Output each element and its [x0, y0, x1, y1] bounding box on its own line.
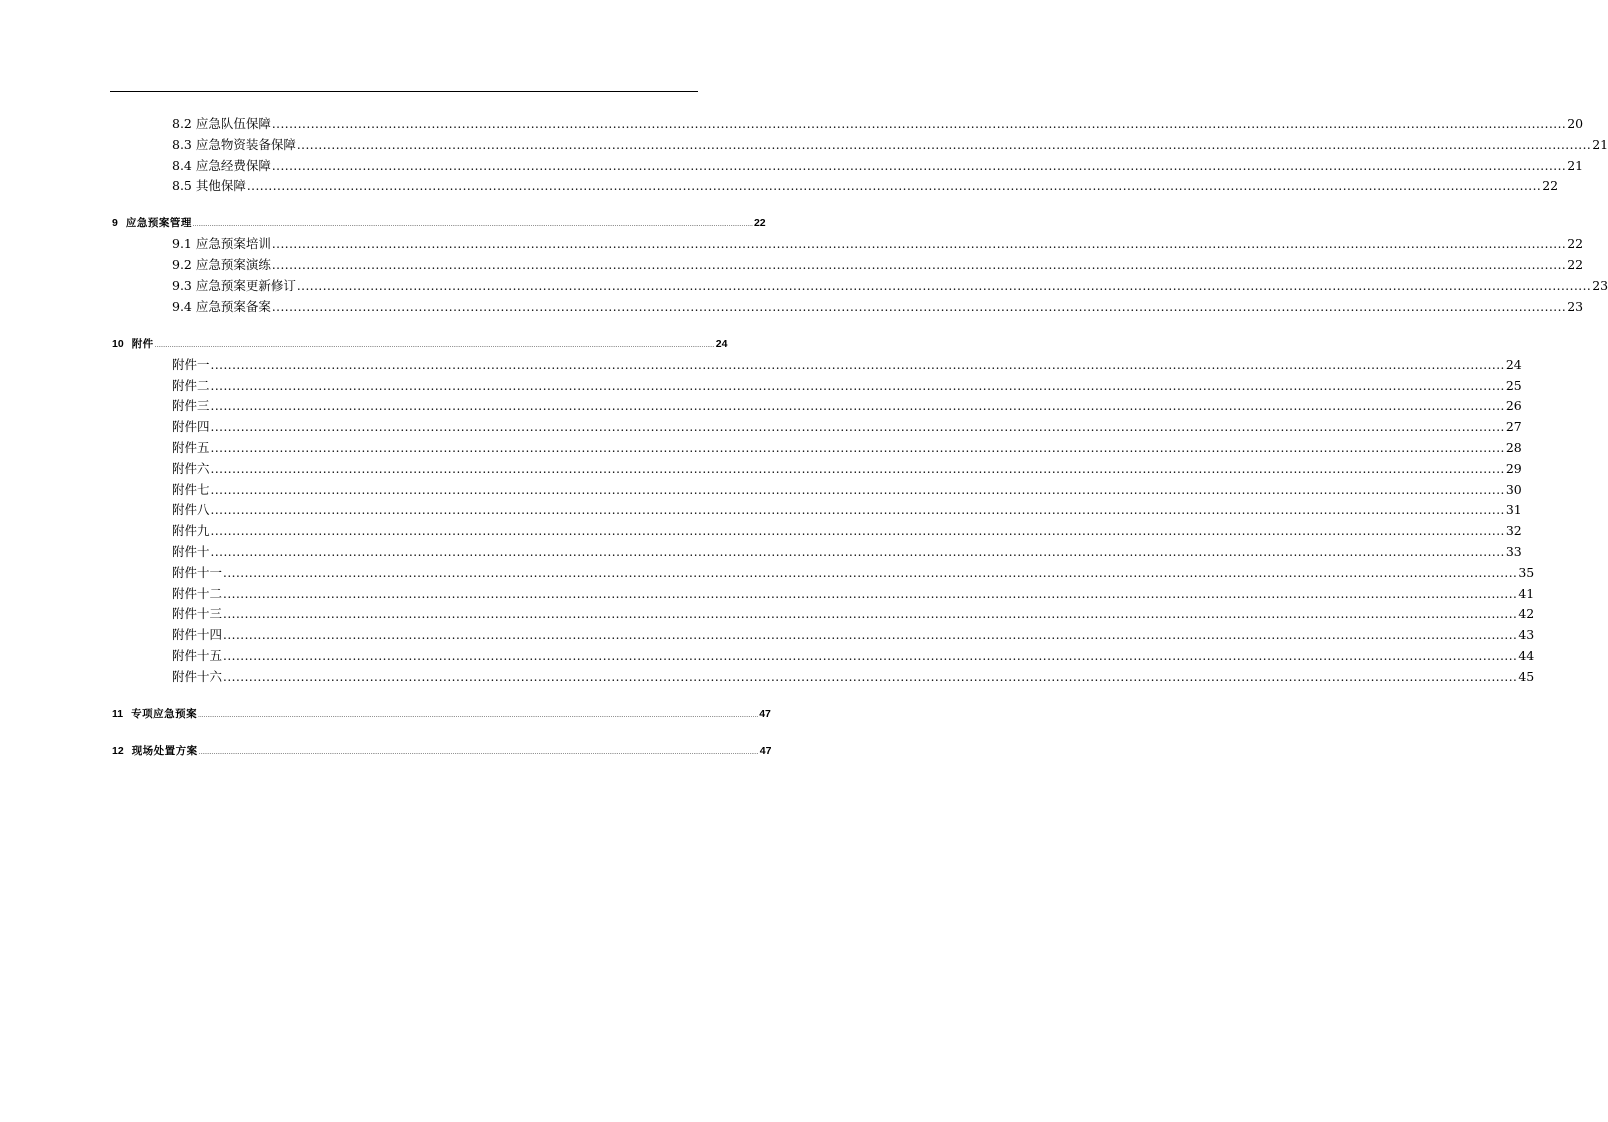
- dot-leader: ............................................................................................................................................................................................................................................................................................................: [210, 441, 1505, 455]
- dot-leader: ............................................................................................................................................................................................................................................................................................................: [210, 399, 1505, 414]
- toc-entry-title: 现场处置方案: [131, 744, 198, 757]
- toc-section-entry[interactable]: [172, 668, 1535, 686]
- dot-leader: ............................................................................................................................................................................................................................................................................................................: [210, 420, 1505, 435]
- toc-entry-title: 附件十: [172, 544, 210, 559]
- toc-entry-title: 应急预案管理: [125, 217, 192, 230]
- toc-entry-page: 35: [1518, 564, 1535, 580]
- toc-entry-page: 30: [1505, 481, 1522, 497]
- toc-entry-title: 附件一: [172, 356, 210, 372]
- toc-entry-title: 附件三: [172, 398, 210, 414]
- toc-entry-title: 附件五: [172, 440, 210, 455]
- toc-section-entry[interactable]: [172, 605, 1535, 623]
- toc-entry-title: 专项应急预案: [131, 707, 198, 720]
- dot-leader: ............................................................................................................................................................................................................................................................................................................: [210, 524, 1505, 539]
- toc-section-entry[interactable]: [172, 377, 1522, 395]
- toc-section-entry[interactable]: [172, 136, 1608, 154]
- dot-leader: ............................................................................................................................................................................................................................................................................................................: [198, 749, 759, 756]
- toc-entry-title: 9.1 应急预案培训: [172, 236, 271, 252]
- dot-leader: ............................................................................................................................................................................................................................................................................................................: [271, 299, 1567, 314]
- toc-entry-page: 22: [1567, 236, 1584, 252]
- toc-section-entry[interactable]: [172, 177, 1559, 195]
- toc-entry-page: 22: [1542, 178, 1559, 194]
- dot-leader: ............................................................................................................................................................................................................................................................................................................: [210, 482, 1505, 497]
- toc-chapter-entry[interactable]: [112, 705, 771, 723]
- toc-entry-page: 41: [1518, 585, 1535, 601]
- toc-entry-title: 附件十三: [172, 606, 223, 622]
- toc-chapter-entry[interactable]: [112, 214, 766, 232]
- toc-section-entry[interactable]: [172, 356, 1522, 374]
- toc-section-entry[interactable]: [172, 460, 1522, 478]
- toc-section-entry[interactable]: [172, 647, 1535, 665]
- header-rule: [110, 91, 698, 92]
- toc-chapter-entry[interactable]: [112, 335, 728, 353]
- dot-leader: ............................................................................................................................................................................................................................................................................................................: [223, 649, 1518, 663]
- toc-entry-title: 8.5 其他保障: [172, 178, 246, 194]
- toc-section-entry[interactable]: [172, 501, 1522, 519]
- toc-entry-title: 9.3 应急预案更新修订: [172, 278, 296, 293]
- toc-entry-title: 附件九: [172, 523, 210, 539]
- toc-entry-page: 22: [1567, 257, 1584, 273]
- toc-entry-page: 22: [753, 217, 766, 230]
- toc-entry-page: 24: [715, 337, 728, 350]
- dot-leader: ............................................................................................................................................................................................................................................................................................................: [210, 545, 1505, 559]
- dot-leader: ............................................................................................................................................................................................................................................................................................................: [210, 503, 1505, 518]
- dot-leader: ............................................................................................................................................................................................................................................................................................................: [223, 669, 1518, 684]
- toc-section-entry[interactable]: [172, 543, 1522, 561]
- toc-entry-page: 20: [1567, 116, 1584, 131]
- toc-section-entry[interactable]: [172, 481, 1522, 499]
- dot-leader: ............................................................................................................................................................................................................................................................................................................: [271, 117, 1567, 131]
- toc-entry-title: 附件二: [172, 377, 210, 393]
- toc-entry-number: 10: [112, 337, 124, 350]
- toc-entry-page: 33: [1505, 544, 1522, 559]
- toc-entry-page: 21: [1592, 136, 1608, 152]
- dot-leader: ............................................................................................................................................................................................................................................................................................................: [192, 222, 753, 229]
- toc-section-entry[interactable]: [172, 418, 1522, 436]
- toc-entry-title: 附件十一: [172, 564, 223, 580]
- toc-section-entry[interactable]: [172, 115, 1584, 133]
- toc-entry-page: 21: [1567, 157, 1584, 173]
- toc-entry-title: 附件十四: [172, 627, 223, 643]
- dot-leader: ............................................................................................................................................................................................................................................................................................................: [223, 628, 1518, 643]
- toc-section-entry[interactable]: [172, 522, 1522, 540]
- toc-entry-page: 32: [1505, 523, 1522, 539]
- toc-entry-title: 附件十二: [172, 585, 223, 601]
- toc-entry-title: 附件八: [172, 502, 210, 518]
- toc-entry-page: 47: [759, 707, 771, 720]
- toc-entry-page: 31: [1505, 502, 1522, 518]
- toc-entry-page: 26: [1505, 398, 1522, 414]
- toc-entry-page: 25: [1505, 377, 1522, 393]
- dot-leader: ............................................................................................................................................................................................................................................................................................................: [271, 158, 1567, 173]
- toc-entry-page: 47: [759, 744, 772, 757]
- toc-entry-title: 9.2 应急预案演练: [172, 257, 271, 273]
- dot-leader: ............................................................................................................................................................................................................................................................................................................: [223, 565, 1518, 580]
- toc-entry-page: 23: [1567, 298, 1584, 314]
- toc-entry-title: 8.2 应急队伍保障: [172, 116, 271, 131]
- toc-entry-page: 29: [1505, 460, 1522, 476]
- dot-leader: ............................................................................................................................................................................................................................................................................................................: [210, 378, 1505, 393]
- toc-section-entry[interactable]: [172, 439, 1522, 457]
- dot-leader: ............................................................................................................................................................................................................................................................................................................: [198, 712, 759, 719]
- toc-entry-title: 附件七: [172, 481, 210, 497]
- toc-chapter-entry[interactable]: [112, 742, 772, 760]
- toc-section-entry[interactable]: [172, 256, 1584, 274]
- toc-entry-page: 28: [1505, 440, 1522, 455]
- toc-section-entry[interactable]: [172, 157, 1584, 175]
- toc-entry-page: 27: [1505, 419, 1522, 435]
- dot-leader: ............................................................................................................................................................................................................................................................................................................: [296, 279, 1592, 293]
- dot-leader: ............................................................................................................................................................................................................................................................................................................: [210, 461, 1505, 476]
- toc-entry-title: 9.4 应急预案备案: [172, 298, 271, 314]
- toc-entry-title: 附件四: [172, 419, 210, 435]
- dot-leader: ............................................................................................................................................................................................................................................................................................................: [296, 137, 1592, 152]
- toc-entry-title: 8.4 应急经费保障: [172, 157, 271, 173]
- toc-entry-page: 23: [1592, 278, 1608, 293]
- dot-leader: ............................................................................................................................................................................................................................................................................................................: [154, 342, 715, 349]
- toc-entry-number: 9: [112, 217, 118, 230]
- toc-entry-page: 42: [1518, 606, 1535, 622]
- toc-section-entry[interactable]: [172, 564, 1535, 582]
- toc-section-entry[interactable]: [172, 277, 1608, 295]
- dot-leader: ............................................................................................................................................................................................................................................................................................................: [223, 607, 1518, 622]
- toc-entry-page: 45: [1518, 668, 1535, 684]
- dot-leader: ............................................................................................................................................................................................................................................................................................................: [223, 586, 1518, 601]
- toc-entry-title: 8.3 应急物资装备保障: [172, 136, 296, 152]
- dot-leader: ............................................................................................................................................................................................................................................................................................................: [271, 258, 1567, 273]
- dot-leader: ............................................................................................................................................................................................................................................................................................................: [271, 237, 1567, 252]
- toc-entry-page: 44: [1518, 648, 1535, 663]
- toc-section-entry[interactable]: [172, 397, 1522, 415]
- toc-section-entry[interactable]: [172, 235, 1584, 253]
- dot-leader: ............................................................................................................................................................................................................................................................................................................: [210, 357, 1505, 372]
- dot-leader: ............................................................................................................................................................................................................................................................................................................: [246, 179, 1542, 194]
- toc-entry-title: 附件: [131, 337, 154, 350]
- toc-section-entry[interactable]: [172, 626, 1535, 644]
- toc-entry-number: 11: [112, 707, 124, 720]
- toc-section-entry[interactable]: [172, 585, 1535, 603]
- toc-entry-number: 12: [112, 744, 124, 757]
- toc-section-entry[interactable]: [172, 298, 1584, 316]
- toc-entry-page: 43: [1518, 627, 1535, 643]
- toc-entry-page: 24: [1505, 356, 1522, 372]
- toc-entry-title: 附件十六: [172, 668, 223, 684]
- toc-entry-title: 附件六: [172, 460, 210, 476]
- toc-entry-title: 附件十五: [172, 648, 223, 663]
